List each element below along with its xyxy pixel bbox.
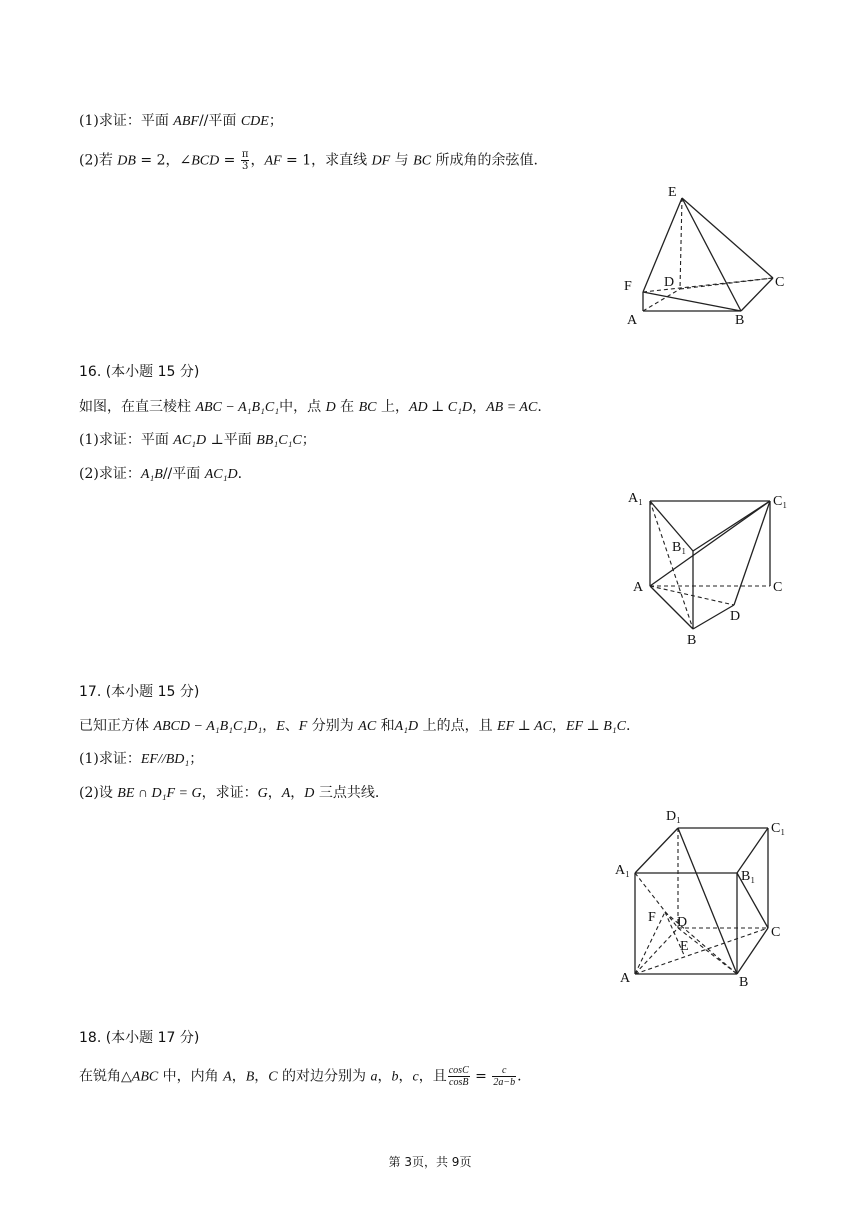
side-ratio-fraction: $\frac{c}{2a-b}$ — [493, 1065, 516, 1088]
pi-over-3-fraction: $\frac{\pi}{3}$ — [241, 149, 249, 172]
q16-stem: 如图，在直三棱柱 ABC − A₁B₁C₁中，点 D 在 BC 上，AD ⊥ C₁D，AB = AC. — [79, 399, 542, 415]
cos-ratio-fraction: $\frac{\cos C}{\cos B}$ — [448, 1065, 469, 1088]
q16-part2: (2)求证：A₁B//平面 AC₁D. — [79, 466, 243, 482]
label-A: A — [633, 580, 644, 595]
label-B1: B₁ — [672, 540, 687, 555]
q18-stem: 在锐角△ABC 中，内角 A，B，C 的对边分别为 a，b，c，且 $\frac{\cos C}{\cos B}$ = $\frac{c}{2a-b}$ . — [79, 1065, 522, 1088]
label-A: A — [620, 971, 631, 986]
q17-part2: (2)设 BE ∩ D₁F = G，求证：G，A，D 三点共线. — [79, 785, 380, 801]
q16-prism-figure — [620, 480, 800, 650]
label-C: C — [773, 580, 783, 595]
q17-stem: 已知正方体 ABCD − A₁B₁C₁D₁，E、F 分别为 AC 和A₁D 上的点，且 EF ⊥ AC，EF ⊥ B₁C. — [79, 718, 631, 734]
label-E: E — [668, 185, 677, 200]
label-F: F — [648, 910, 656, 925]
label-D: D — [730, 609, 741, 624]
q15-pyramid-figure — [615, 180, 795, 335]
label-B: B — [735, 313, 745, 328]
q16-part1: (1)求证：平面 AC₁D ⊥平面 BB₁C₁C； — [79, 432, 316, 448]
label-E: E — [680, 939, 689, 954]
q18-heading: 18. (本小题 17 分) — [79, 1030, 200, 1046]
label-D1: D₁ — [666, 809, 681, 824]
label-C: C — [771, 925, 781, 940]
q15-part2: (2)若 DB = 2，∠BCD = $\frac{\pi}{3}$ ，AF = 1，求直线 DF 与 BC 所成角的余弦值. — [79, 149, 538, 172]
label-D: D — [664, 275, 675, 290]
label-A: A — [627, 313, 638, 328]
q16-heading: 16. (本小题 15 分) — [79, 364, 200, 380]
label-F: F — [624, 279, 632, 294]
label-B: B — [687, 633, 697, 648]
label-B: B — [739, 975, 749, 990]
label-D: D — [677, 915, 688, 930]
label-C: C — [775, 275, 785, 290]
q17-heading: 17. (本小题 15 分) — [79, 684, 200, 700]
label-A1: A₁ — [615, 863, 630, 878]
label-C1: C₁ — [773, 494, 788, 509]
label-B1: B₁ — [741, 869, 756, 884]
page-footer: 第 3页，共 9页 — [388, 1155, 472, 1169]
q17-cube-figure — [610, 800, 800, 995]
q17-part1: (1)求证：EF//BD₁； — [79, 751, 204, 767]
label-C1: C₁ — [771, 821, 786, 836]
label-A1: A₁ — [628, 491, 643, 506]
q15-part1: (1)求证：平面 ABF//平面 CDE； — [79, 113, 283, 129]
